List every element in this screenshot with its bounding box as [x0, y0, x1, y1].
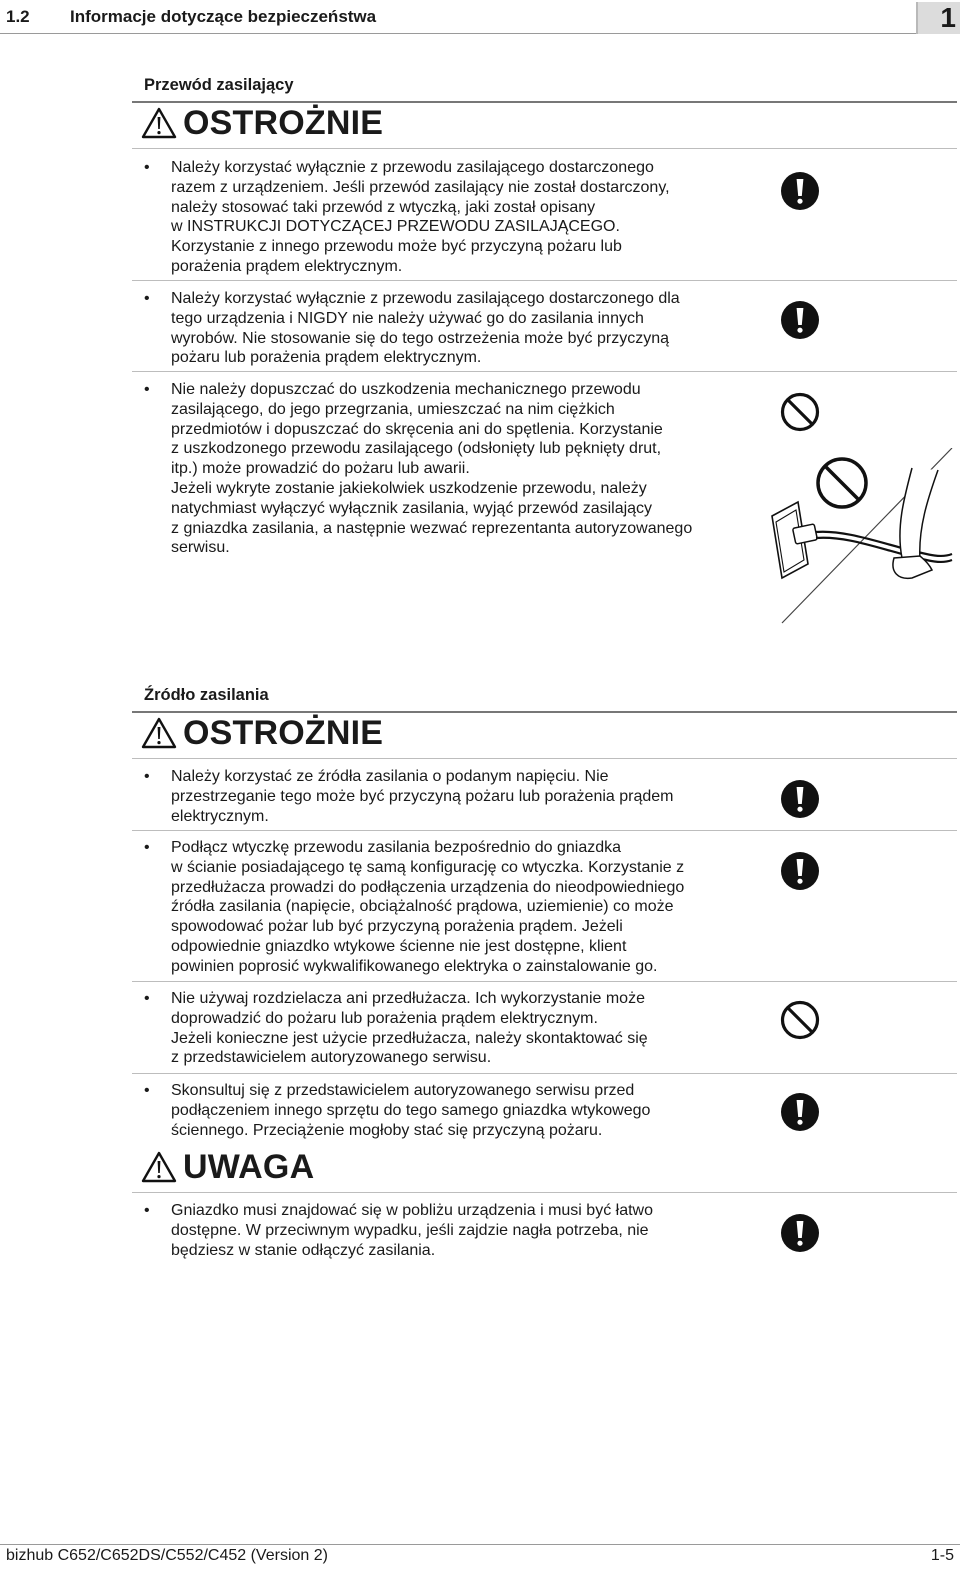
warning-triangle-icon	[141, 1151, 177, 1183]
mandatory-icon	[780, 300, 820, 340]
section-title: Przewód zasilający	[144, 76, 294, 94]
prohibited-icon	[780, 392, 820, 432]
item-divider	[132, 1192, 957, 1193]
item-divider	[132, 280, 957, 281]
warning-alert	[141, 1147, 314, 1187]
item-text: Nie używaj rozdzielacza ani przedłużacza. Ich wykorzystanie może doprowadzić do pożaru lub porażenia prądem elektrycznym. Jeżeli konieczne jest użycie przedłużacza, należy skontaktować się z przedstawicielem autoryzowanego serwisu.	[171, 990, 648, 1067]
mandatory-icon	[780, 171, 820, 211]
caution-label: OSTROŻNIE	[183, 713, 384, 752]
prohibited-icon	[780, 1000, 820, 1040]
item-divider	[132, 1073, 957, 1074]
warning-triangle-icon	[141, 717, 177, 749]
section-power-cord	[132, 76, 957, 103]
item-divider	[132, 981, 957, 982]
page-header	[0, 0, 960, 36]
caution-alert	[141, 713, 383, 753]
section-heading: Informacje dotyczące bezpieczeństwa	[70, 7, 377, 26]
bullet: •	[144, 290, 150, 307]
footer-model: bizhub C652/C652DS/C552/C452 (Version 2)	[6, 1547, 328, 1564]
cord-damage-illustration	[752, 448, 957, 628]
item-divider	[132, 758, 957, 759]
page-number: 1-5	[930, 1547, 954, 1564]
footer-rule	[0, 1544, 960, 1545]
header-rule	[0, 33, 916, 34]
bullet: •	[144, 159, 150, 176]
section-power-source	[132, 686, 957, 713]
mandatory-icon	[780, 1213, 820, 1253]
item-text: Należy korzystać wyłącznie z przewodu zasilającego dostarczonego dla tego urządzenia i NIGDY nie należy używać go do zasilania innych wyrobów. Nie stosowanie się do tego ostrzeżenia może być przyczyną pożaru lub porażenia prądem elektrycznym.	[171, 290, 680, 367]
bullet: •	[144, 1202, 150, 1219]
warning-triangle-icon	[141, 107, 177, 139]
bullet: •	[144, 1082, 150, 1099]
caution-alert	[141, 103, 383, 143]
mandatory-icon	[780, 779, 820, 819]
item-text: Gniazdko musi znajdować się w pobliżu urządzenia i musi być łatwo dostępne. W przeciwnym wypadku, jeśli zajdzie nagła potrzeba, nie będziesz w stanie odłączyć zasilania.	[171, 1202, 653, 1259]
item-divider	[132, 830, 957, 831]
item-divider	[132, 371, 957, 372]
item-text: Należy korzystać ze źródła zasilania o podanym napięciu. Nie przestrzeganie tego może być przyczyną pożaru lub porażenia prądem elektrycznym.	[171, 768, 674, 825]
bullet: •	[144, 990, 150, 1007]
section-number: 1.2	[6, 7, 30, 26]
warning-label: UWAGA	[183, 1147, 315, 1186]
mandatory-icon	[780, 1092, 820, 1132]
item-divider	[132, 148, 957, 149]
item-text: Podłącz wtyczkę przewodu zasilania bezpośrednio do gniazdka w ścianie posiadającego tę samą konfigurację co wtyczka. Korzystanie z przedłużacza prowadzi do podłączenia urządzenia do nieodpowiedniego źródła zasilania (napięcie, obciążalność prądowa, uziemienie) co może spowodować pożar lub być przyczyną porażenia prądem. Jeżeli odpowiednie gniazdko wtykowe ścienne nie jest dostępne, klient powinien poprosić wykwalifikowanego elektryka o zainstalowanie go.	[171, 839, 685, 975]
bullet: •	[144, 839, 150, 856]
item-text: Skonsultuj się z przedstawicielem autoryzowanego serwisu przed podłączeniem innego sprzętu do tego samego gniazdka wtykowego ściennego. Przeciążenie mogłoby stać się przyczyną pożaru.	[171, 1082, 651, 1139]
section-title: Źródło zasilania	[144, 686, 269, 704]
item-text: Należy korzystać wyłącznie z przewodu zasilającego dostarczonego razem z urządzeniem. Jeśli przewód zasilający nie został dostarczony, należy stosować taki przewód z wtyczką, jaki został opisany w INSTRUKCJI DOTYCZĄCEJ PRZEWODU ZASILAJĄCEGO. Korzystanie z innego przewodu może być przyczyną pożaru lub porażenia prądem elektrycznym.	[171, 159, 670, 275]
caution-label: OSTROŻNIE	[183, 103, 384, 142]
bullet: •	[144, 381, 150, 398]
chapter-tab: 1	[916, 2, 960, 34]
item-text: Nie należy dopuszczać do uszkodzenia mechanicznego przewodu zasilającego, do jego przegrzania, umieszczać na nim ciężkich przedmiotów i dopuszczać do skręcenia ani do spętlenia. Korzystanie z uszkodzonego przewodu zasilającego (odsłonięty lub pęknięty drut, itp.) może prowadzić do pożaru lub awarii. Jeżeli wykryte zostanie jakiekolwiek uszkodzenie przewodu, należy natychmiast wyłączyć wyłącznik zasilania, wyjąć przewód zasilający z gniazdka zasilania, a następnie wezwać reprezentanta autoryzowanego serwisu.	[171, 381, 693, 557]
bullet: •	[144, 768, 150, 785]
mandatory-icon	[780, 851, 820, 891]
